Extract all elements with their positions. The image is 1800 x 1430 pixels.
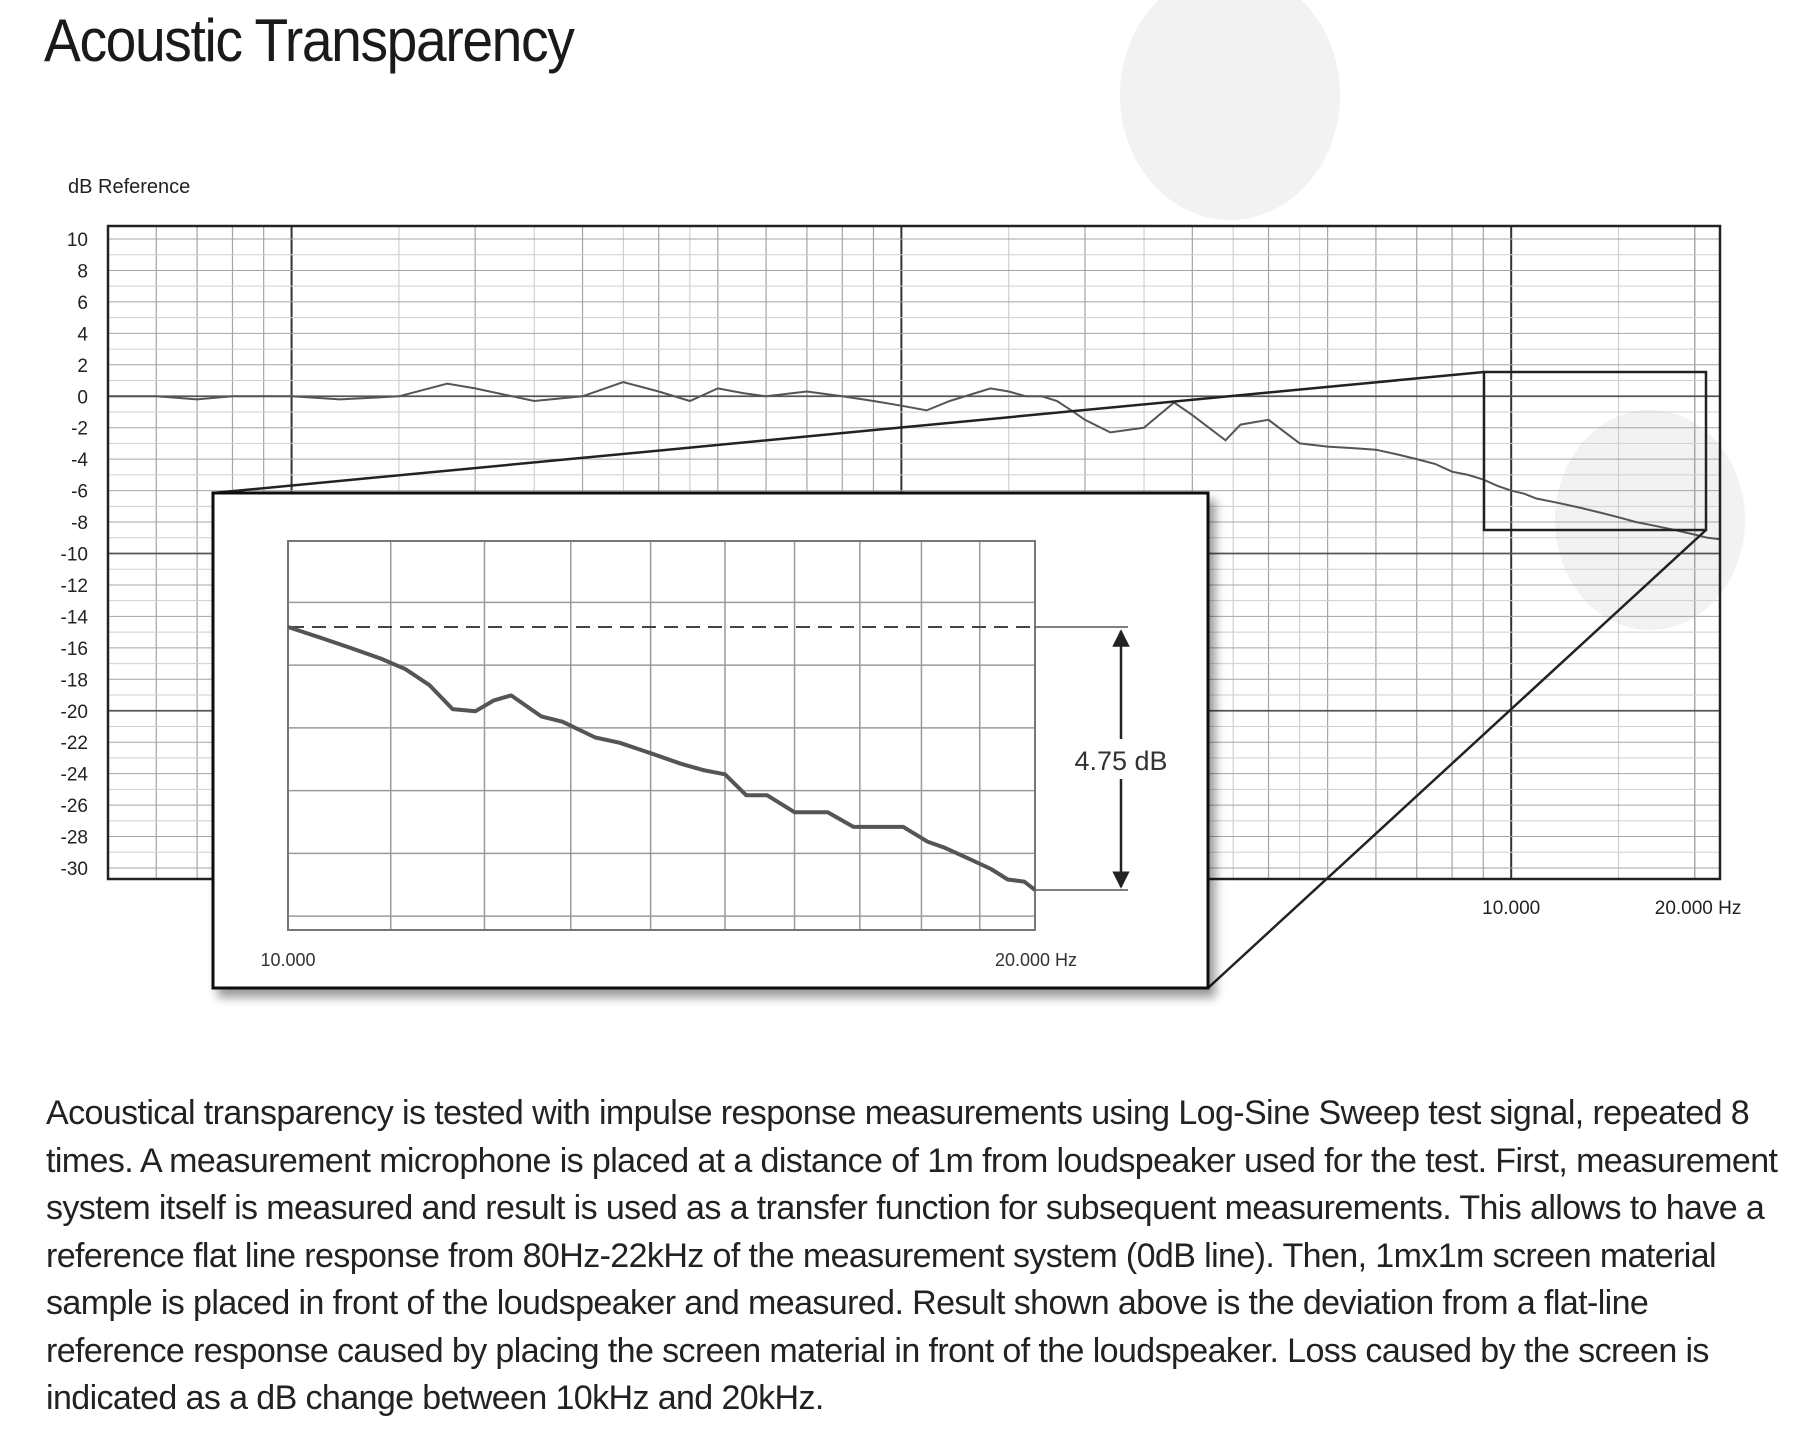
description-paragraph: Acoustical transparency is tested with impulse response measurements using Log-Sine Sweep test signal, repeated 8 times. A measurement microphone is placed at a distance of 1m from loudspeaker used for the test. First, measurement system itself is measured and result is used as a transfer function for subsequent measurements. This allows to have a reference flat line response from 80Hz-22kHz of the measurement system (0dB line). Then, 1mx1m screen material sample is placed in front of the loudspeaker and measured. Result shown above is the deviation from a flat-line reference response caused by placing the screen material in front of the loudspeaker. Loss caused by the screen is indicated as a dB change between 10kHz and 20kHz.: [46, 1094, 1778, 1417]
y-tick-label: -14: [60, 607, 88, 629]
x-tick-label: 10.000: [1482, 898, 1541, 919]
y-tick-label: -24: [60, 764, 88, 786]
y-tick-label: -28: [60, 827, 88, 849]
y-tick-label: -8: [71, 513, 88, 535]
y-tick-label: 0: [77, 387, 88, 409]
y-tick-label: -20: [60, 701, 88, 723]
y-tick-label: 8: [77, 261, 88, 283]
y-tick-label: -18: [60, 670, 88, 692]
y-tick-label: -4: [71, 450, 88, 472]
main-y-ticks: [61, 230, 89, 880]
y-tick-label: -26: [60, 796, 88, 818]
inset-frame: [213, 493, 1208, 988]
y-tick-label: 4: [77, 324, 88, 346]
y-tick-label: 6: [77, 292, 88, 314]
y-tick-label: -30: [60, 859, 88, 880]
y-tick-label: 2: [77, 355, 88, 377]
x-tick-label: 20.000 Hz: [1654, 898, 1742, 919]
y-tick-label: -12: [60, 575, 88, 597]
page-title: Acoustic Transparency: [44, 7, 574, 74]
y-tick-label: -10: [60, 544, 88, 566]
y-tick-label: -2: [71, 418, 88, 440]
zoom-connector-bottom: [1208, 530, 1706, 988]
inset-panel: [213, 493, 1208, 988]
y-axis-label: dB Reference: [68, 176, 191, 198]
y-tick-label: 10: [66, 230, 88, 251]
inset-x-tick-label: 20.000 Hz: [995, 950, 1078, 970]
loss-annotation: 4.75 dB: [1074, 746, 1168, 776]
inset-x-tick-label: 10.000: [260, 950, 316, 970]
y-tick-label: -22: [60, 733, 88, 755]
y-tick-label: -6: [71, 481, 88, 503]
y-tick-label: -16: [60, 638, 88, 660]
watermark: [1120, 0, 1745, 630]
